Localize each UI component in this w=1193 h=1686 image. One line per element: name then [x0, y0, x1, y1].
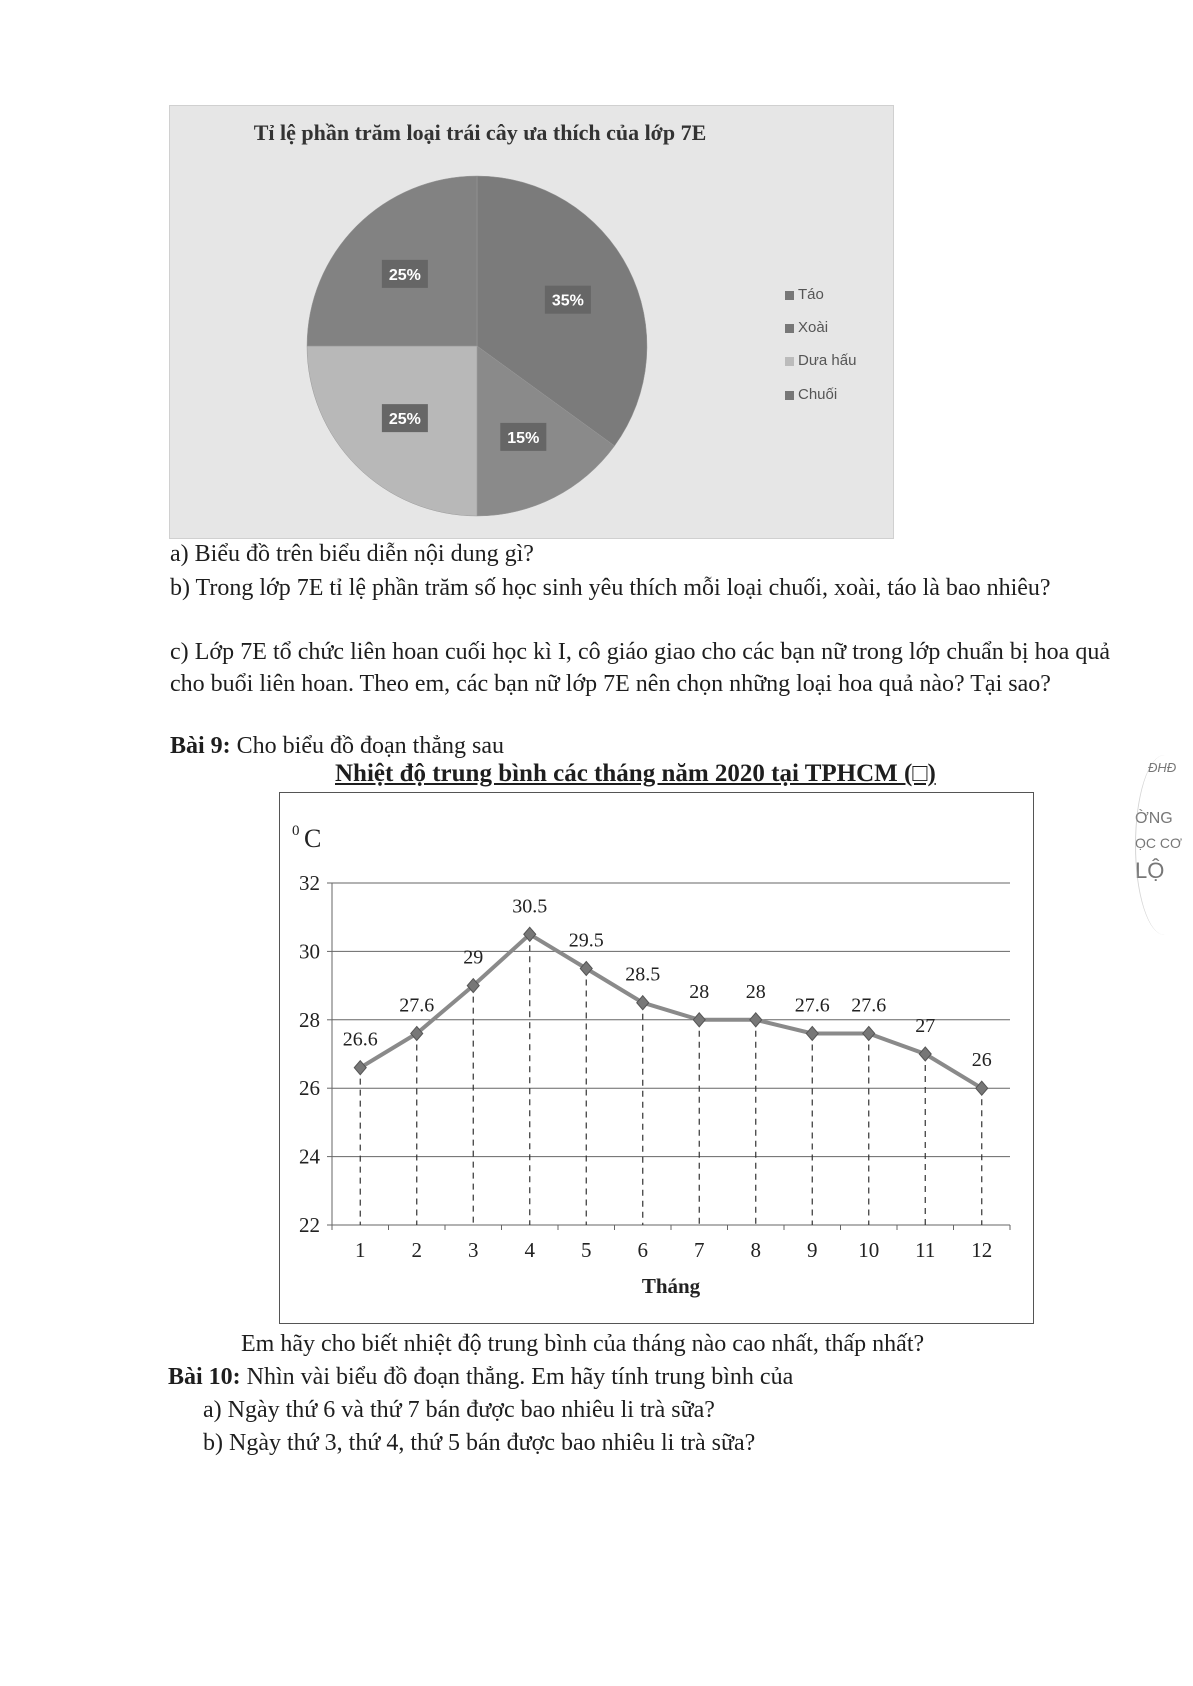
legend-label: Táo — [798, 286, 824, 303]
y-tick-label: 28 — [299, 1007, 320, 1032]
y-tick-label: 22 — [299, 1213, 320, 1237]
data-point — [919, 1047, 931, 1061]
bai10-question-b: b) Ngày thứ 3, thứ 4, thứ 5 bán được bao nhiêu li trà sữa? — [203, 1430, 756, 1456]
stamp-text-1: ĐHĐ — [1148, 760, 1177, 775]
pie-data-label: 15% — [507, 429, 540, 447]
bai10-heading — [168, 1361, 1108, 1393]
x-tick-label: 9 — [807, 1238, 818, 1262]
legend-item-chuoi — [785, 386, 895, 403]
legend-item-xoai — [785, 319, 895, 336]
question-c: c) Lớp 7E tổ chức liên hoan cuối học kì I, cô giáo giao cho các bạn nữ trong lớp chuẩn bị hoa quả cho buổi liên hoan. Theo em, các bạn nữ lớp 7E nên chọn những loại hoa quả nào? Tại sao? — [170, 639, 1110, 697]
data-label: 27 — [915, 1015, 936, 1037]
x-tick-label: 1 — [355, 1238, 366, 1262]
x-tick-label: 7 — [694, 1238, 705, 1262]
stamp-text-2: ỜNG — [1135, 810, 1173, 827]
legend-item-tao — [785, 286, 895, 303]
line-chart-title: Nhiệt độ trung bình các tháng năm 2020 tại TPHCM (□) — [335, 760, 936, 787]
x-axis-title: Tháng — [641, 1274, 701, 1298]
y-axis-unit-sup: 0 — [292, 823, 300, 839]
data-point — [806, 1026, 818, 1040]
x-tick-label: 6 — [637, 1238, 648, 1262]
question-b: b) Trong lớp 7E tỉ lệ phần trăm số học sinh yêu thích mỗi loại chuối, xoài, táo là bao nhiêu? — [170, 575, 1051, 601]
bai10-label: Bài 10: — [168, 1364, 241, 1390]
pie-data-label: 25% — [388, 266, 421, 284]
pie-chart — [169, 105, 894, 539]
y-axis-unit: C — [304, 824, 322, 853]
line-chart-canvas — [280, 793, 1033, 1323]
data-label: 26 — [971, 1049, 992, 1072]
legend-swatch — [785, 391, 794, 400]
data-label: 29.5 — [568, 929, 604, 952]
stamp-text-3: ỌC CƠ — [1135, 835, 1183, 851]
bai9-label: Bài 9: — [170, 733, 231, 759]
data-point — [750, 1013, 762, 1027]
data-label: 28 — [689, 980, 710, 1003]
pie-data-label: 25% — [388, 411, 421, 429]
bai9-text: Cho biểu đồ đoạn thẳng sau — [230, 733, 504, 759]
legend-label: Dưa hấu — [798, 352, 857, 369]
stamp-seal — [1135, 755, 1193, 935]
y-tick-label: 30 — [299, 939, 320, 964]
legend-label: Chuối — [798, 386, 838, 403]
line-chart — [279, 792, 1034, 1324]
pie-data-label: 35% — [551, 292, 584, 310]
x-tick-label: 11 — [915, 1238, 936, 1262]
x-tick-label: 2 — [411, 1238, 422, 1262]
data-label: 27.6 — [794, 994, 830, 1017]
data-point — [637, 996, 649, 1010]
data-label: 28.5 — [625, 963, 661, 986]
data-point — [976, 1081, 988, 1095]
x-tick-label: 3 — [468, 1238, 479, 1262]
x-tick-label: 5 — [581, 1238, 592, 1262]
y-tick-label: 26 — [299, 1076, 320, 1101]
data-point — [863, 1026, 875, 1040]
data-label: 27.6 — [399, 994, 435, 1017]
y-tick-label: 32 — [299, 871, 320, 895]
data-point — [354, 1061, 366, 1075]
x-tick-label: 12 — [971, 1238, 993, 1262]
y-tick-label: 24 — [299, 1144, 320, 1169]
legend-label: Xoài — [798, 319, 829, 336]
bai9-question: Em hãy cho biết nhiệt độ trung bình của tháng nào cao nhất, thấp nhất? — [241, 1331, 925, 1357]
legend-swatch — [785, 357, 794, 366]
legend-swatch — [785, 324, 794, 333]
data-point — [580, 962, 592, 976]
series-line — [360, 934, 982, 1088]
data-label: 28 — [745, 980, 766, 1003]
bai10-text: Nhìn vài biểu đồ đoạn thẳng. Em hãy tính trung bình của — [240, 1364, 794, 1390]
bai10-question-a: a) Ngày thứ 6 và thứ 7 bán được bao nhiêu li trà sữa? — [203, 1397, 715, 1423]
stamp-text-4: LỘ — [1135, 858, 1165, 883]
question-a: a) Biểu đồ trên biểu diễn nội dung gì? — [170, 541, 534, 567]
legend-item-dua-hau — [785, 352, 895, 369]
legend-swatch — [785, 291, 794, 300]
bai9-heading — [170, 730, 1110, 762]
data-label: 29 — [463, 946, 484, 969]
data-point — [693, 1013, 705, 1027]
data-label: 26.6 — [342, 1028, 378, 1051]
data-label: 30.5 — [512, 895, 548, 918]
x-tick-label: 4 — [524, 1238, 535, 1262]
data-label: 27.6 — [851, 994, 887, 1017]
pie-chart-title: Tỉ lệ phần trăm loại trái cây ưa thích của lớp 7E — [253, 120, 707, 145]
x-tick-label: 8 — [750, 1238, 761, 1262]
x-tick-label: 10 — [858, 1238, 880, 1262]
